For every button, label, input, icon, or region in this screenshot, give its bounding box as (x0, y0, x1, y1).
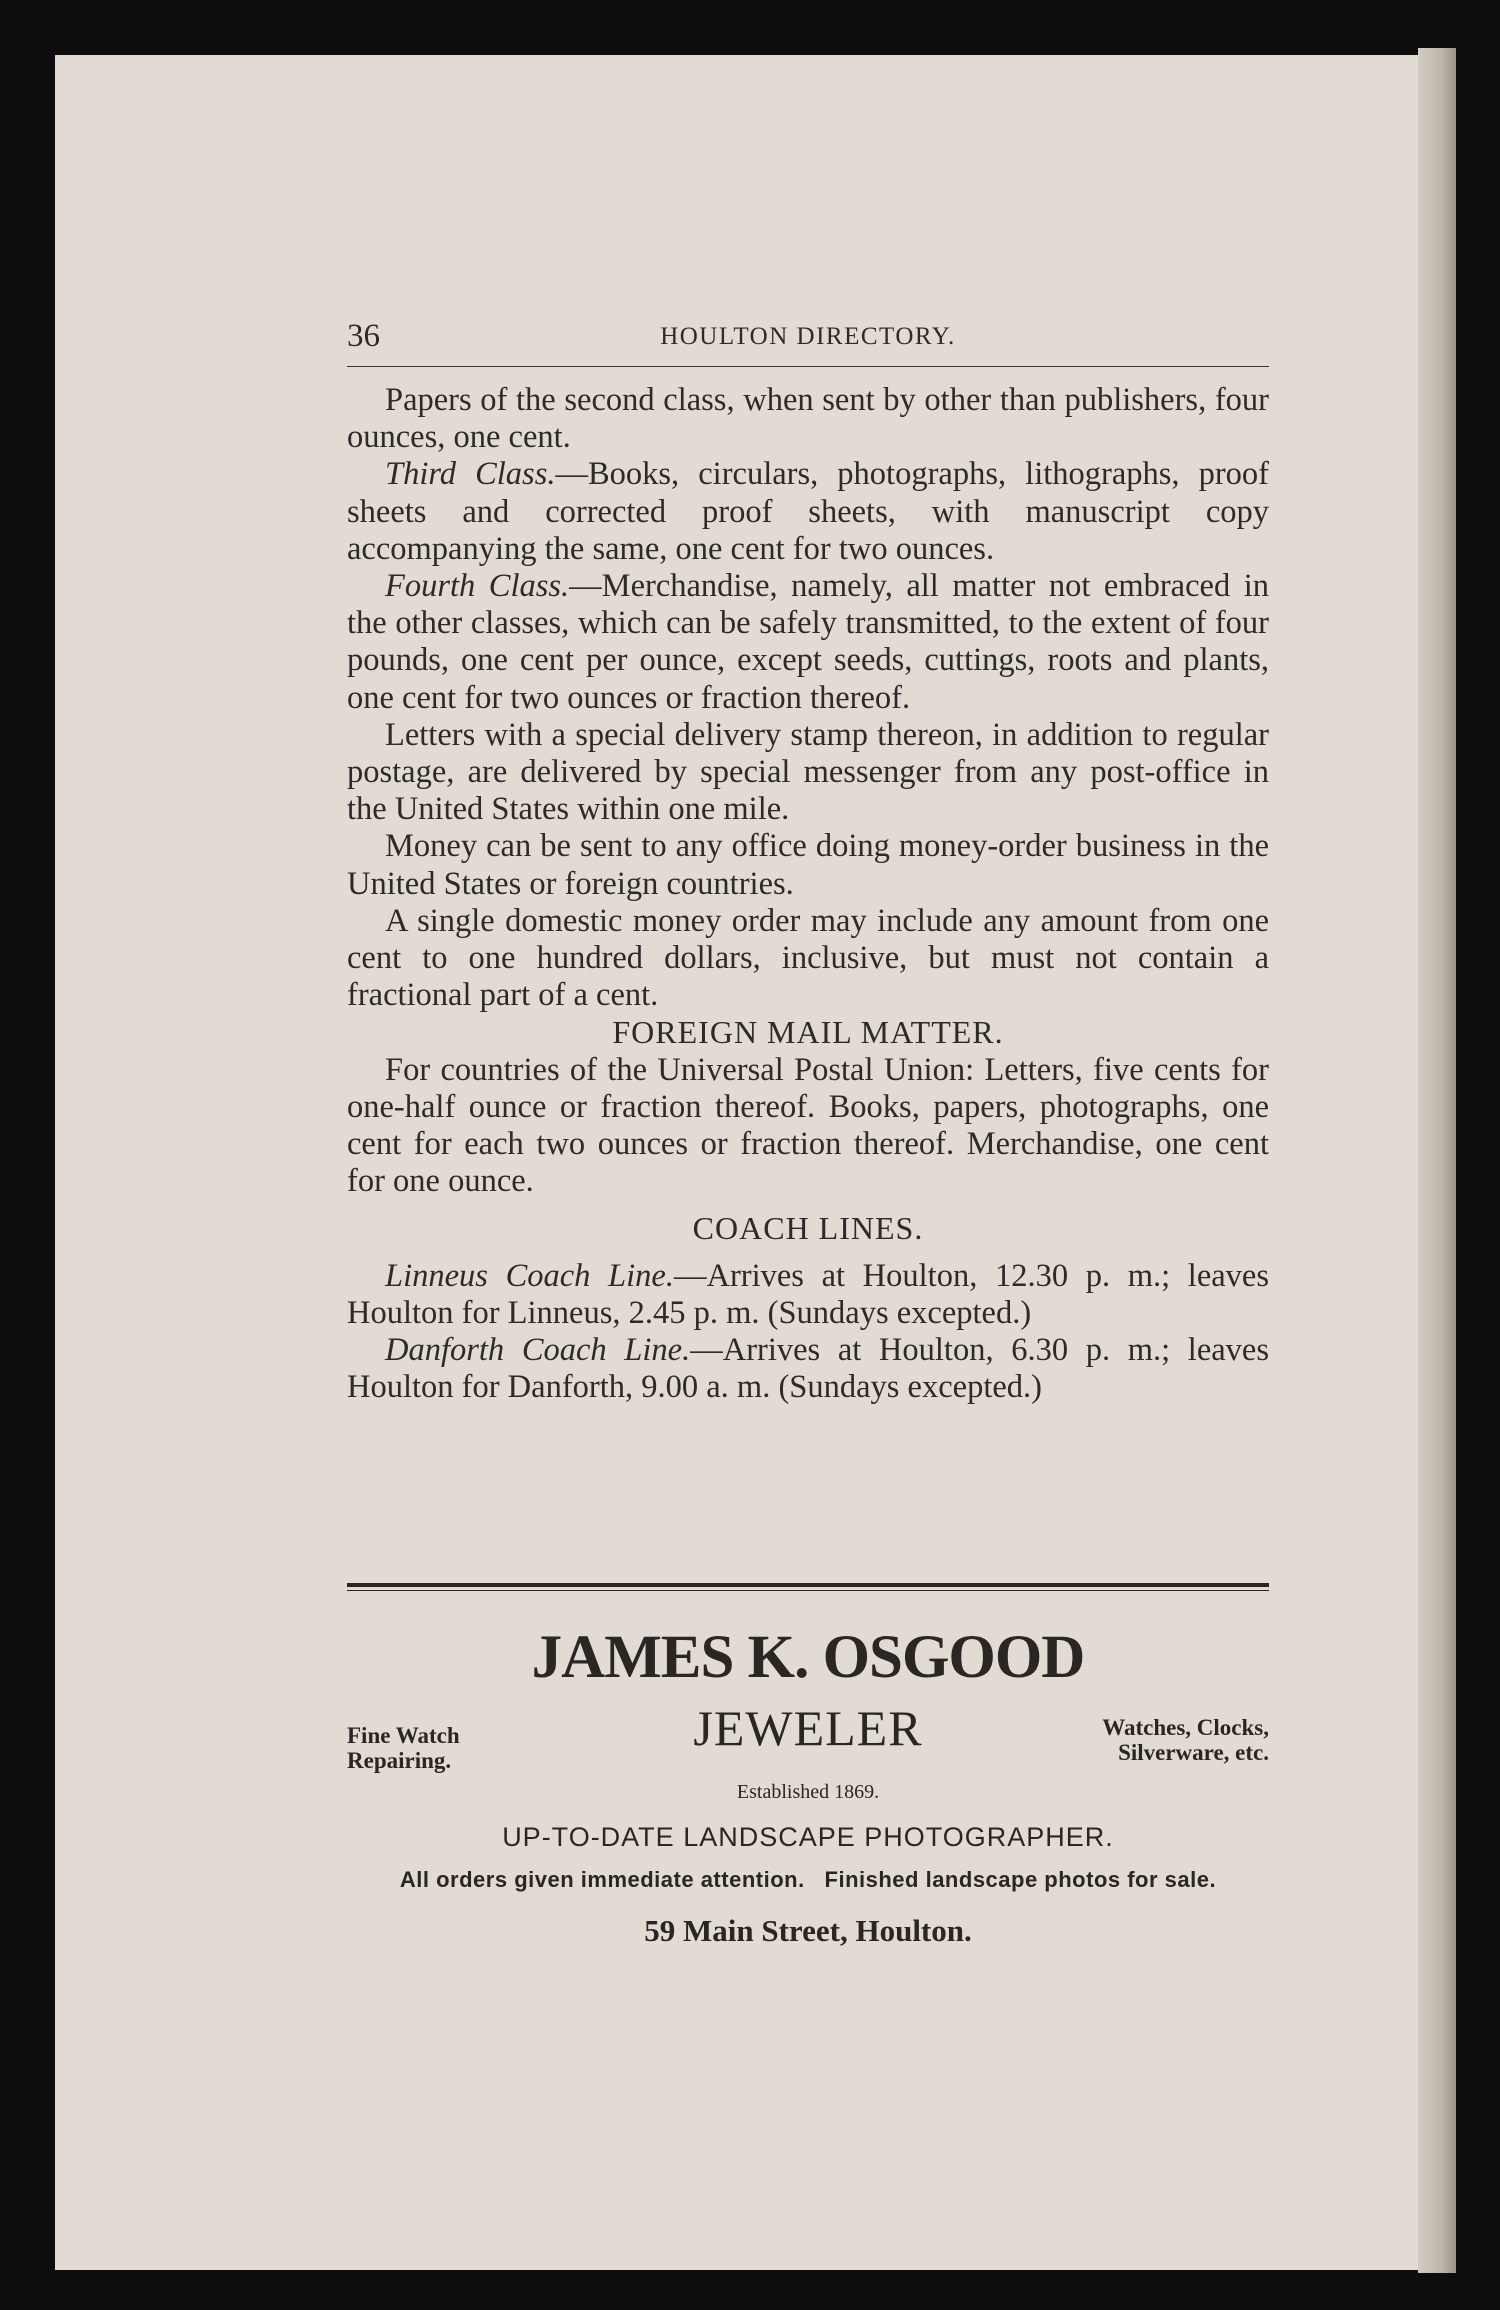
ad-orders: All orders given immediate attention. Finished landscape photos for sale. (399, 1867, 1217, 1892)
fourth-class-text: —Merchandise, namely, all matter not embraced in the other classes, which can be safely transmitted, to the extent of four pounds, one cent per ounce, except seeds, cuttings, roots and plants, one cent for two ounces or fraction thereof. (347, 568, 1269, 716)
danforth-label: Danforth Coach Line. (385, 1332, 691, 1369)
paragraph-money-order: A single domestic money order may include any amount from one cent to one hundred dollars, inclusive, but must not contain a fractional part of a cent. (347, 902, 1269, 1014)
third-class-text: —Books, circulars, photographs, lithographs, proof sheets and corrected proof sheets, with manuscript copy accompanying the same, one cent for two ounces. (347, 456, 1269, 567)
page-edge (1418, 48, 1456, 2273)
heading-coach-lines: COACH LINES. (692, 1210, 924, 1247)
ad-left-line-1: Fine Watch (347, 1723, 460, 1748)
ad-trade-row (347, 1699, 1269, 1777)
ad-right-line-2: Silverware, etc. (1118, 1740, 1269, 1765)
paragraph-linneus-coach (347, 1258, 1269, 1332)
running-head (347, 318, 1269, 362)
linneus-text: —Arrives at Houlton, 12.30 p. m.; leaves Houlton for Linneus, 2.45 p. m. (Sundays excepted.) (347, 1257, 1270, 1331)
paragraph-special-delivery: Letters with a special delivery stamp thereon, in addition to regular postage, are delivered by special messenger from any post-office in the United States within one mile. (347, 716, 1269, 828)
body-text (347, 382, 1269, 1406)
header-title: HOULTON DIRECTORY. (660, 323, 956, 350)
ad-photographer: UP-TO-DATE LANDSCAPE PHOTOGRAPHER. (502, 1822, 1114, 1852)
heading-foreign-mail: FOREIGN MAIL MATTER. (612, 1014, 1004, 1051)
danforth-text: —Arrives at Houlton, 6.30 p. m.; leaves Houlton for Danforth, 9.00 a. m. (Sundays excepted.) (347, 1332, 1270, 1406)
ad-right-note (1102, 1715, 1269, 1765)
header-rule (347, 366, 1269, 367)
ad-address: 59 Main Street, Houlton. (644, 1913, 972, 1948)
paragraph-second-class: Papers of the second class, when sent by other than publishers, four ounces, one cent. (347, 382, 1269, 456)
ad-trade: JEWELER (693, 1700, 923, 1756)
page-number: 36 (347, 318, 380, 354)
fourth-class-label: Fourth Class. (385, 568, 570, 605)
ad-left-line-2: Repairing. (347, 1748, 452, 1773)
ad-business-name: JAMES K. OSGOOD (531, 1624, 1085, 1691)
paragraph-third-class (347, 456, 1269, 568)
paragraph-danforth-coach (347, 1332, 1269, 1406)
paragraph-fourth-class (347, 568, 1269, 717)
advertisement (347, 1583, 1269, 1949)
ad-rule-thick (347, 1583, 1269, 1587)
ad-right-line-1: Watches, Clocks, (1102, 1715, 1269, 1740)
ad-established: Established 1869. (736, 1781, 880, 1803)
linneus-label: Linneus Coach Line. (385, 1257, 674, 1294)
ad-rule-thin (347, 1590, 1269, 1591)
paragraph-money-sent: Money can be sent to any office doing money-order business in the United States or foreign countries. (347, 828, 1269, 902)
third-class-label: Third Class. (385, 456, 556, 493)
paragraph-foreign-mail: For countries of the Universal Postal Union: Letters, five cents for one-half ounce or fraction thereof. Books, papers, photographs, one cent for each two ounces or fraction thereof. Merchandise, one cent for one ounce. (347, 1051, 1269, 1200)
